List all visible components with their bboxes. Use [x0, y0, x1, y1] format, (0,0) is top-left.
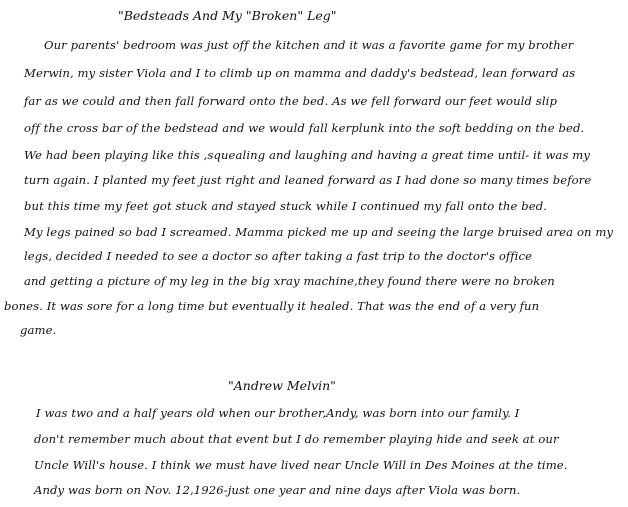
text-line: legs, decided I needed to see a doctor so after taking a fast trip to the doctor's office [24, 249, 533, 263]
text-line: bones. It was sore for a long time but eventually it healed. That was the end of a very fun [4, 299, 540, 313]
text-line: far as we could and then fall forward onto the bed. As we fell forward our feet would slip [24, 94, 557, 108]
text-line: Andy was born on Nov. 12,1926-just one year and nine days after Viola was born. [34, 483, 521, 497]
text-line: turn again. I planted my feet just right and leaned forward as I had done so many times before [24, 173, 592, 187]
text-line: Our parents' bedroom was just off the kitchen and it was a favorite game for my brother [44, 38, 574, 52]
text-line: don't remember much about that event but I do remember playing hide and seek at our [34, 432, 559, 446]
text-line: off the cross bar of the bedstead and we would fall kerplunk into the soft bedding on the bed. [24, 121, 585, 135]
text-line: game. [20, 323, 57, 337]
text-line: We had been playing like this ,squealing and laughing and having a great time until- it was my [24, 148, 591, 162]
text-line: Uncle Will's house. I think we must have lived near Uncle Will in Des Moines at the time. [34, 458, 568, 472]
text-line: but this time my feet got stuck and stayed stuck while I continued my fall onto the bed. [24, 199, 548, 213]
text-line: My legs pained so bad I screamed. Mamma picked me up and seeing the large bruised area on my [24, 225, 614, 239]
text-line: I was two and a half years old when our brother,Andy, was born into our family. I [36, 406, 520, 420]
text-line: Merwin, my sister Viola and I to climb up on mamma and daddy's bedstead, lean forward as [24, 66, 576, 80]
section-title-bedsteads: "Bedsteads And My "Broken" Leg" [118, 8, 337, 23]
section-title-andrew-melvin: "Andrew Melvin" [228, 378, 336, 393]
text-line: and getting a picture of my leg in the big xray machine,they found there were no broken [24, 274, 555, 288]
